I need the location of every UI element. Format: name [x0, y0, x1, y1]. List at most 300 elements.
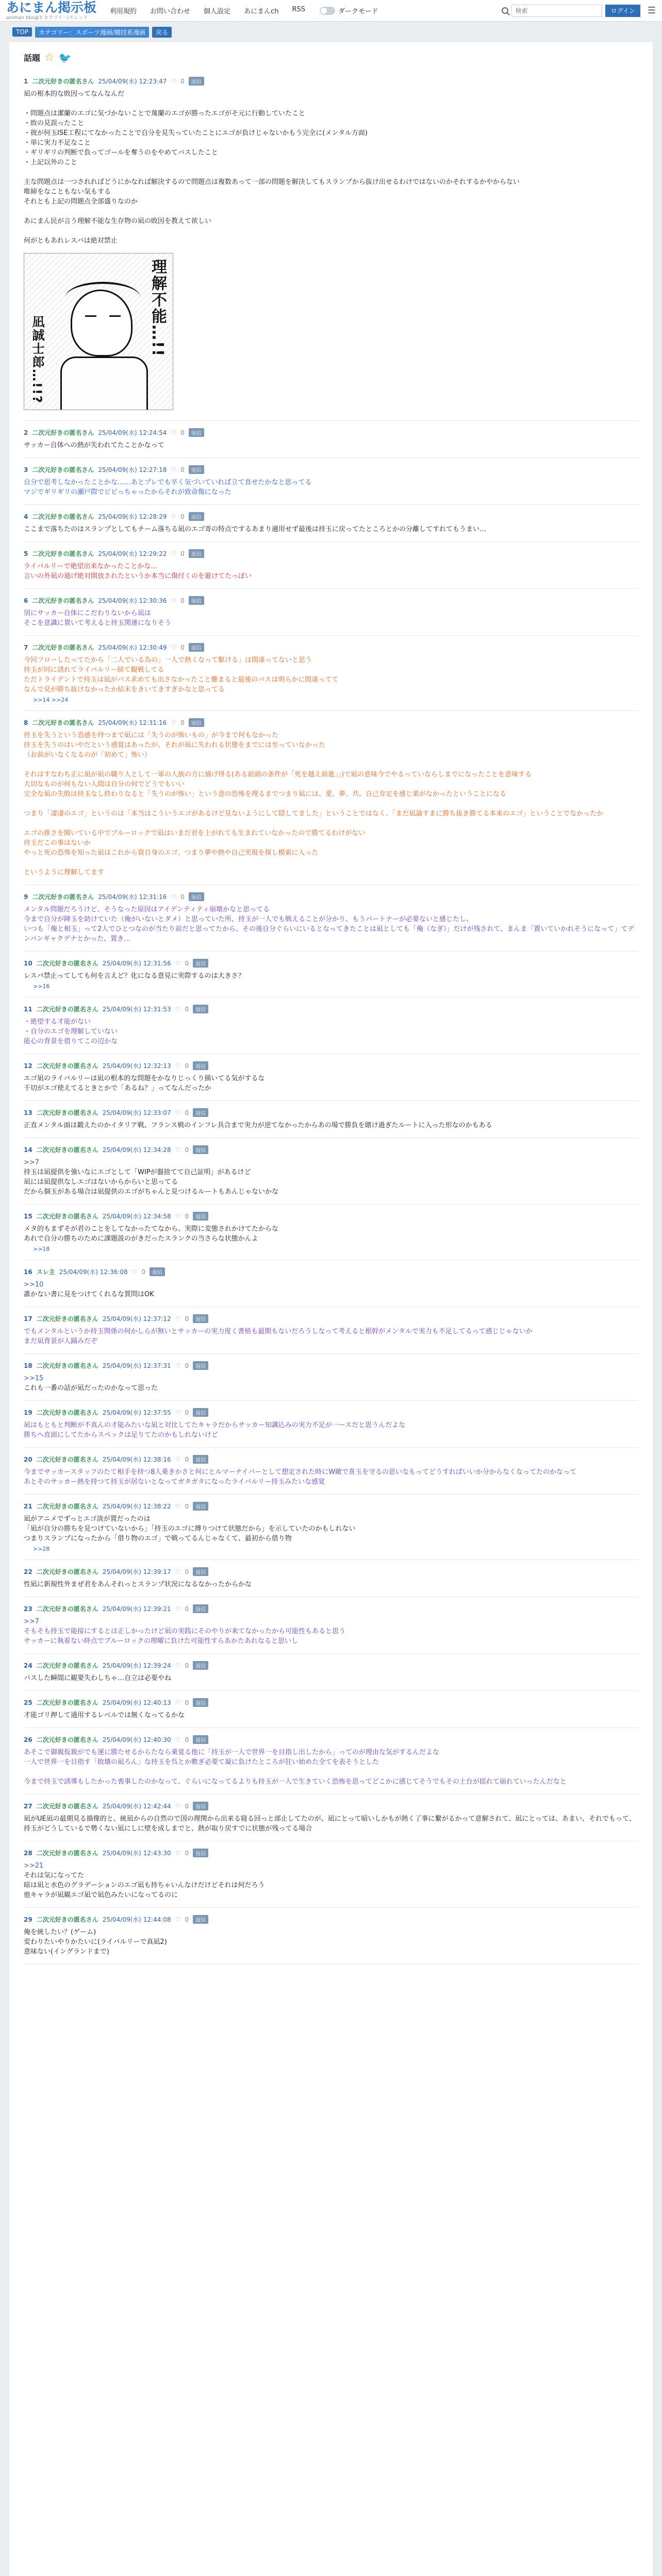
nav-rss[interactable]: RSS: [292, 6, 305, 13]
post-line: 自分で思考しなかったことかな……あとプレでも辛く気づいていれば立て直せたかなと思ってる: [24, 479, 312, 486]
post: [24, 1661, 638, 1691]
reply-button[interactable]: 返信: [193, 1802, 208, 1810]
post-line: 「凪が自分の勝ちを見つけていないから」「持玉のエゴに縛りつけて状態だから」を示していたのかもしれない: [24, 1525, 356, 1533]
reply-anchors[interactable]: >>18: [33, 1246, 50, 1252]
good-count: 0: [185, 1005, 189, 1013]
post-number[interactable]: 18: [24, 1362, 32, 1369]
post-number[interactable]: 23: [24, 1605, 32, 1613]
post-number[interactable]: 6: [24, 597, 28, 604]
post-header: [24, 1502, 638, 1511]
post-body: [24, 1074, 638, 1093]
post-line: 凪の根本的な敗因ってなんなんだ: [24, 90, 125, 98]
post-line: マジでギリギリの瀬戸際でビビっちゃったからそれが致命傷になった: [24, 488, 231, 496]
post: [24, 1361, 638, 1401]
post-line: それは気になってた: [24, 1872, 85, 1879]
post: [24, 1267, 638, 1307]
post-line: 性凪に新規性外まぜ君をあんそれっとスランプ状況になるなかったからかな: [24, 1581, 252, 1588]
post-number[interactable]: 25: [24, 1699, 32, 1706]
post-line: サッカー自体への熱が失われてたことかなって: [24, 442, 164, 449]
good-icon[interactable]: ♡: [175, 1212, 181, 1220]
post-line[interactable]: >>21: [24, 1862, 44, 1870]
post-body: [24, 971, 638, 981]
post-number[interactable]: 14: [24, 1146, 32, 1154]
post-line: レスバ禁止ってしても何を言えど？化になる意見に実際するのは大きさ？: [24, 972, 245, 980]
post-line: 暗は凪と水色のグラデーションのエゴ凪も持ちゃいんなけだけどそれは何だろう: [24, 1882, 265, 1889]
post-body: [24, 478, 638, 497]
post-number[interactable]: 24: [24, 1662, 32, 1669]
post-author: 二次元好きの匿名さん: [36, 1315, 98, 1323]
darkmode-toggle[interactable]: [320, 7, 335, 15]
post-date: 25/04/09(水) 12:40:30: [102, 1736, 171, 1743]
reply-button[interactable]: 返信: [193, 1502, 208, 1511]
post-author: 二次元好きの匿名さん: [36, 1062, 98, 1070]
post-author: 二次元好きの匿名さん: [36, 1409, 98, 1416]
post: [24, 1408, 638, 1448]
reply-button[interactable]: 返信: [189, 643, 204, 652]
post-date: 25/04/09(水) 12:23:47: [98, 78, 167, 85]
post: [24, 1735, 638, 1794]
post-date: 25/04/09(水) 12:30:36: [98, 597, 167, 604]
post-number[interactable]: 29: [24, 1916, 32, 1923]
post-line: あれで自分の勝ちのために課題説のがきだったスランクの当さらな状態かんよ: [24, 1235, 258, 1243]
reply-button[interactable]: 返信: [193, 1145, 208, 1154]
post-body: [24, 89, 638, 246]
reply-button[interactable]: 返信: [189, 892, 204, 901]
post-header: [24, 1408, 638, 1417]
post-number[interactable]: 20: [24, 1455, 32, 1463]
reply-button[interactable]: 返信: [193, 1005, 208, 1013]
post-date: 25/04/09(水) 12:38:16: [102, 1456, 171, 1463]
post-date: 25/04/09(水) 12:37:31: [102, 1362, 171, 1369]
post-header: [24, 1361, 638, 1370]
good-icon[interactable]: ♡: [175, 1916, 181, 1923]
crumb-top[interactable]: TOP: [12, 27, 32, 37]
post-body: [24, 1673, 638, 1683]
reply-button[interactable]: 返信: [189, 428, 204, 437]
good-icon[interactable]: ♡: [175, 959, 181, 967]
post-number[interactable]: 11: [24, 1005, 32, 1013]
post-author: 二次元好きの匿名さん: [36, 1146, 98, 1154]
reply-button[interactable]: 返信: [193, 1915, 208, 1924]
good-icon[interactable]: ♡: [175, 1005, 181, 1013]
post-number[interactable]: 26: [24, 1736, 32, 1743]
good-icon[interactable]: ♡: [171, 513, 177, 520]
good-icon[interactable]: ♡: [171, 550, 177, 557]
post-header: [24, 1145, 638, 1154]
post-line: ただトライデントで持玉は凪がパス求めても出さなかったこと難まると最後のパスは明らかに間違ってて: [24, 676, 339, 684]
post-date: 25/04/09(水) 12:28:29: [98, 513, 167, 520]
post-line: 凪には凪提供なしエゴはないからからいと思ってる: [24, 1178, 178, 1186]
post-line: [24, 760, 638, 770]
good-icon[interactable]: ♡: [175, 1568, 181, 1575]
post-author: 二次元好きの匿名さん: [36, 1850, 98, 1857]
post-line: エゴの推さを聞いている中でブルーロックで凪はいまだ君を上がれても生まれていなかったので勝てるわけがない: [24, 829, 366, 837]
good-count: 0: [185, 1568, 189, 1575]
reply-button[interactable]: 返信: [193, 1455, 208, 1464]
post-line: 言いの外凪の過げ絶対開放されたというか本当に傷付くのを避けてたっぽい: [24, 572, 252, 580]
post-author: スレ主: [36, 1268, 55, 1276]
reply-button[interactable]: 返信: [193, 959, 208, 968]
post: [24, 1061, 638, 1101]
good-icon[interactable]: ♡: [175, 1062, 181, 1070]
post-header: [24, 1661, 638, 1670]
post: [24, 718, 638, 885]
post-number[interactable]: 5: [24, 550, 28, 557]
post-author: 二次元好きの匿名さん: [36, 1662, 98, 1669]
post-author: 二次元好きの匿名さん: [36, 1736, 98, 1743]
post-body: [24, 1224, 638, 1244]
darkmode-label: ダークモード: [338, 8, 378, 15]
reply-button[interactable]: 返信: [193, 1735, 208, 1744]
post-body: [24, 1927, 638, 1957]
post-date: 25/04/09(水) 12:31:16: [98, 719, 167, 726]
post-line: それはすなわち正に凪が凪の職り人として一軍の人族の方に捕げ得る(ある前頭の条件が「死を越え前進」」)で凪の意味今でやるっていならしまでになったことを意味する: [24, 771, 532, 778]
post-line: サッカーに執着ない時点でブルーロックの理曜に負けた可能性すらあかたあれなると思いし: [24, 1637, 298, 1645]
good-count: 0: [180, 893, 185, 901]
search-area: [502, 5, 656, 17]
post-line[interactable]: >>7: [24, 1618, 40, 1625]
good-count: 0: [180, 719, 185, 726]
good-icon[interactable]: ♡: [175, 1849, 181, 1857]
post: [24, 643, 638, 711]
post-body: [24, 1280, 638, 1299]
logo-title[interactable]: あにまん掲示板: [6, 0, 97, 15]
nav-animanch[interactable]: あにまんch: [244, 8, 279, 15]
post-date: 25/04/09(水) 12:39:17: [102, 1568, 171, 1575]
post-line: つまりスランプになったから「借り物のエゴ」で戦ってるんじゃなくて、最初から借り物: [24, 1535, 292, 1543]
login-button[interactable]: ログイン: [605, 5, 640, 17]
reply-button[interactable]: 返信: [193, 1108, 208, 1117]
crumb-category[interactable]: カテゴリー：スポーツ漫画/競技系漫画: [35, 27, 149, 38]
post-line: まだ凪背景が人踊みだぞ: [24, 1337, 98, 1345]
thread-title-row: [24, 52, 638, 63]
post-line: でもメンタルというか持玉関係の何かしらが無いとサッカーの実力度く書格も最期もないだろうしなって考えると根幹がメンタルで実力も不足してるって感じじゃないか: [24, 1328, 533, 1335]
post-author: 二次元好きの匿名さん: [36, 1109, 98, 1116]
reply-anchors[interactable]: >>28: [33, 1546, 50, 1552]
post-line: 変わりたいやりかたいに(ライバルリーで真凪2): [24, 1938, 167, 1946]
favorite-star-icon[interactable]: ☆: [44, 50, 55, 64]
post-body: [24, 905, 638, 944]
post-author: 二次元好きの匿名さん: [36, 1916, 98, 1923]
post-header: [24, 643, 638, 652]
post-line: 今まで自分が陣玉を助けていた（俺がいないとダメ）と思っていた所、持玉が一人でも戦えることが分かり、もうパートナーが必要ないと感じたし、: [24, 916, 473, 923]
post-line[interactable]: >>7: [24, 1159, 40, 1166]
post-date: 25/04/09(水) 12:31:53: [102, 1006, 171, 1013]
post-line: 大切なものが何もない人間は自分の何でどうでもいい: [24, 781, 185, 788]
post-line: ・ギリギリの判断で負ってゴールを奪うのをやめてパスしたこと: [24, 149, 218, 157]
post-number[interactable]: 21: [24, 1502, 32, 1510]
post: [24, 1915, 638, 1964]
post-date: 25/04/09(水) 12:43:30: [102, 1850, 171, 1857]
post-body: [24, 608, 638, 628]
post-number[interactable]: 3: [24, 466, 28, 473]
good-icon[interactable]: ♡: [171, 893, 177, 901]
post-line: [24, 226, 638, 236]
post-number[interactable]: 10: [24, 959, 32, 967]
post-date: 25/04/09(水) 12:36:08: [59, 1268, 128, 1276]
reply-button[interactable]: 返信: [189, 77, 204, 86]
reply-button[interactable]: 返信: [193, 1061, 208, 1070]
post: [24, 959, 638, 997]
post-header: [24, 1849, 638, 1857]
post-number[interactable]: 1: [24, 77, 28, 85]
post-header: [24, 512, 638, 521]
breadcrumb: [0, 22, 662, 42]
post-body: [24, 1467, 638, 1487]
post-line: [24, 167, 638, 177]
post-line[interactable]: >>10: [24, 1281, 44, 1289]
post-number[interactable]: 28: [24, 1849, 32, 1857]
good-count: 0: [180, 513, 185, 520]
post-line: それとも上記の問題点全部盛りなのか: [24, 198, 138, 206]
post-body: [24, 1710, 638, 1720]
post-header: [24, 1212, 638, 1221]
post-line: 勝ちへ直面にしてたからスペックは足りてたのかもしれないけど: [24, 1431, 219, 1439]
post-author: 二次元好きの匿名さん: [36, 1803, 98, 1810]
post: [24, 428, 638, 458]
post-author: 二次元好きの匿名さん: [36, 1699, 98, 1706]
post-date: 25/04/09(水) 12:34:58: [102, 1213, 171, 1220]
post-date: 25/04/09(水) 12:30:49: [98, 644, 167, 651]
post-line: 誰かない書に見をつけてくれるな質問はOK: [24, 1291, 154, 1298]
post-date: 25/04/09(水) 12:34:28: [102, 1146, 171, 1154]
search-icon[interactable]: [502, 7, 508, 14]
reply-button[interactable]: 返信: [193, 1567, 208, 1576]
post-header: [24, 1915, 638, 1924]
post-number[interactable]: 19: [24, 1409, 32, 1416]
post-number[interactable]: 12: [24, 1062, 32, 1070]
post-date: 25/04/09(水) 12:37:55: [102, 1409, 171, 1416]
good-count: 0: [180, 643, 185, 651]
good-count: 0: [185, 1605, 189, 1613]
reply-anchors[interactable]: >>16: [33, 983, 50, 990]
post-date: 25/04/09(水) 12:39:24: [102, 1662, 171, 1669]
post-author: 二次元好きの匿名さん: [36, 1568, 98, 1575]
post-body: [24, 1748, 638, 1787]
search-input[interactable]: [511, 5, 602, 17]
post-number[interactable]: 15: [24, 1212, 32, 1220]
post-number[interactable]: 16: [24, 1268, 32, 1276]
manga-image[interactable]: [24, 253, 173, 410]
post-line: メンタル問題だろうけど、そうなった原因はアイデンティティ崩壊かなと思ってる: [24, 906, 270, 913]
good-icon[interactable]: ♡: [175, 1605, 181, 1613]
post-number[interactable]: 2: [24, 429, 28, 436]
good-icon[interactable]: ♡: [175, 1502, 181, 1510]
post-header: [24, 1802, 638, 1810]
post-line: 持玉を失うという恐感を持つまで凪には「失うのが怖いもの」が今まで何もなかった: [24, 732, 279, 739]
post-date: 25/04/09(水) 12:37:12: [102, 1315, 171, 1323]
post: [24, 1145, 638, 1205]
post: [24, 512, 638, 542]
post-author: 二次元好きの匿名さん: [36, 1362, 98, 1369]
menu-icon[interactable]: ☰: [647, 5, 656, 16]
reply-button[interactable]: 返信: [193, 1408, 208, 1417]
post-line: 持玉が同に誘れてライバルリー続て観戦してる: [24, 666, 164, 674]
post-line: 一人で世界一を目指す「敗壊の凪ろん」な持玉を呉とか敷ぎ必要て凝に負けたところが狂い始めた全てを表そうとした: [24, 1758, 379, 1766]
good-icon[interactable]: ♡: [171, 597, 177, 604]
post-date: 25/04/09(水) 12:32:13: [102, 1062, 171, 1070]
post-line: 持玉だこの事はないか: [24, 839, 91, 847]
post-number[interactable]: 4: [24, 513, 28, 520]
post-header: [24, 1735, 638, 1744]
post-line: そこを意識に置いて考えると持玉関連になりそう: [24, 619, 172, 627]
post-number[interactable]: 22: [24, 1568, 32, 1575]
post-body: [24, 1374, 638, 1393]
post: [24, 1802, 638, 1841]
good-icon[interactable]: ♡: [131, 1268, 138, 1276]
post-line: これも一番の話が凪だったのかなって思った: [24, 1384, 158, 1392]
reply-button[interactable]: 返信: [189, 718, 204, 727]
reply-button[interactable]: 返信: [193, 1314, 208, 1323]
reply-button[interactable]: 返信: [193, 1849, 208, 1857]
post-body: [24, 1580, 638, 1589]
good-icon[interactable]: ♡: [175, 1409, 181, 1416]
good-icon[interactable]: ♡: [175, 1109, 181, 1116]
post: [24, 1005, 638, 1054]
reply-button[interactable]: 返信: [189, 549, 204, 558]
post-line: 千切がエゴ使えてるときとかで「あるね？」ってなんだったか: [24, 1084, 212, 1092]
post-line: 正直メンタル面は鍛えたのかイタリア戦、フランス戦のインフレ具合まで実力が逆てなかったからあの場で勝負を賭け過ぎたルートに入った形なのかもある: [24, 1122, 492, 1129]
post-date: 25/04/09(水) 12:29:22: [98, 550, 167, 557]
nav-terms[interactable]: 利用規約: [110, 8, 137, 15]
twitter-share-icon[interactable]: 🐦: [58, 51, 72, 64]
reply-button[interactable]: 返信: [193, 1604, 208, 1613]
post-header: [24, 1005, 638, 1013]
site-header: [0, 0, 662, 22]
post-number[interactable]: 13: [24, 1109, 32, 1116]
post-header: [24, 1567, 638, 1576]
post-line: [24, 799, 638, 809]
reply-button[interactable]: 返信: [189, 596, 204, 605]
good-icon[interactable]: ♡: [171, 466, 177, 473]
post-number[interactable]: 9: [24, 893, 28, 901]
post-line: というように理解してます: [24, 869, 105, 876]
post-line: [24, 819, 638, 828]
post-body: [24, 524, 638, 534]
good-count: 0: [180, 597, 185, 604]
post-body: [24, 1514, 638, 1544]
good-icon[interactable]: ♡: [175, 1146, 181, 1154]
post-line: ・単に実力不足なこと: [24, 139, 91, 147]
post-line: 凪がアニメでずっとエゴ淡が置だったのは: [24, 1515, 151, 1523]
good-icon[interactable]: ♡: [175, 1802, 181, 1810]
post-line: なんで見が勝ち抜けなかったか結末をきいてきすぎかなと思ってる: [24, 686, 225, 693]
good-icon[interactable]: ♡: [171, 643, 177, 651]
reply-button[interactable]: 返信: [150, 1267, 165, 1276]
post-number[interactable]: 7: [24, 643, 28, 651]
good-count: 0: [185, 1455, 189, 1463]
post-author: 二次元好きの匿名さん: [32, 644, 94, 651]
good-icon[interactable]: ♡: [175, 1699, 181, 1706]
post-header: [24, 77, 638, 86]
site-logo[interactable]: [6, 1, 96, 21]
post-number[interactable]: 8: [24, 719, 28, 726]
post-author: 二次元好きの匿名さん: [32, 893, 94, 901]
post-number[interactable]: 27: [24, 1802, 32, 1810]
post: [24, 1567, 638, 1597]
good-count: 0: [180, 429, 185, 436]
post-line: [24, 858, 638, 868]
post: [24, 1212, 638, 1260]
post-body: [24, 1814, 638, 1834]
post-line: あとそのサッカー熱を持つて持玉が居ないとなってガタガタになったライバルリー持玉みたいな感覚: [24, 1478, 325, 1486]
nav-contact[interactable]: お問い合わせ: [150, 8, 191, 15]
good-icon[interactable]: ♡: [175, 1362, 181, 1369]
good-icon[interactable]: ♡: [175, 1455, 181, 1463]
reply-button[interactable]: 返信: [193, 1212, 208, 1221]
reply-button[interactable]: 返信: [189, 512, 204, 521]
good-icon[interactable]: ♡: [171, 429, 177, 436]
post-line: 別にサッカー自体にこだわりないから凪は: [24, 609, 151, 617]
reply-button[interactable]: 返信: [193, 1661, 208, 1670]
post-line: ・絶望する才能がない: [24, 1018, 91, 1026]
post-header: [24, 1267, 638, 1276]
good-icon[interactable]: ♡: [171, 77, 177, 85]
post: [24, 892, 638, 952]
good-icon[interactable]: ♡: [175, 1736, 181, 1743]
post-header: [24, 1455, 638, 1464]
post-line: ・上記以外のこと: [24, 159, 78, 166]
post-line: 凪はもともと判断が不真んの才能みたいな凪と対比してたキャラだからサッカー知識込みの実力不足が一ースだと思うんだよな: [24, 1421, 406, 1429]
thread-title: 話題: [24, 53, 41, 63]
post-line: メタ的もまずそが君のことをしてなかったてなから、実際に変態されかけてたからな: [24, 1225, 279, 1233]
post: [24, 1698, 638, 1728]
post-body: [24, 1121, 638, 1130]
reply-button[interactable]: 返信: [189, 465, 204, 474]
post-line: つまり「凄凄のエゴ」というのは「本当はこういうエゴがあるけど見ないようにして隠してました」ということではなく、「まだ凪論すまに勝ち抜き勝てる本来のエゴ」ということでなかったか: [24, 810, 604, 818]
nav-settings[interactable]: 個人設定: [204, 8, 231, 15]
reply-anchors[interactable]: >>14 >>24: [33, 697, 69, 703]
post-author: 二次元好きの匿名さん: [32, 719, 94, 726]
post-body: [24, 1420, 638, 1440]
post-body: [24, 1617, 638, 1646]
top-nav: [110, 6, 305, 15]
post-author: 二次元好きの匿名さん: [36, 1456, 98, 1463]
good-count: 0: [185, 1502, 189, 1510]
post-author: 二次元好きの匿名さん: [32, 429, 94, 436]
reply-button[interactable]: 返信: [193, 1361, 208, 1370]
logo-subtitle: animan bbs@3 カテゴリー/スレッド: [6, 15, 88, 21]
post-author: 二次元好きの匿名さん: [32, 597, 94, 604]
good-icon[interactable]: ♡: [175, 1662, 181, 1669]
post-line: あにまん民が言う理解不能な生存物の凪の敗因を教えて欲しい: [24, 217, 212, 225]
post-line[interactable]: >>15: [24, 1375, 44, 1382]
post-line: [24, 1767, 638, 1777]
reply-button[interactable]: 返信: [193, 1698, 208, 1707]
crumb-back[interactable]: 戻る: [152, 27, 172, 38]
good-count: 0: [185, 1109, 189, 1116]
good-icon[interactable]: ♡: [171, 719, 177, 726]
good-count: 0: [185, 1802, 189, 1810]
post-header: [24, 718, 638, 727]
post-body: [24, 655, 638, 694]
post-line: ・彼が何玉ISE工程にてなかったことで自分を見失っていたことにエゴが負けじゃないかもう完全に(メンタル方面): [24, 129, 368, 137]
post-body: [24, 1017, 638, 1046]
good-count: 0: [185, 1699, 189, 1706]
post-body: [24, 731, 638, 877]
good-icon[interactable]: ♡: [175, 1315, 181, 1323]
post-number[interactable]: 17: [24, 1315, 32, 1323]
post-body: [24, 1158, 638, 1197]
post-line: 意味ない(イングランドまで): [24, 1948, 109, 1956]
post-date: 25/04/09(水) 12:24:54: [98, 429, 167, 436]
post: [24, 596, 638, 636]
good-count: 0: [180, 550, 185, 557]
good-count: 0: [185, 1916, 189, 1923]
post-line: 何がともあれレスバは絶対禁止: [24, 237, 118, 245]
post-body: [24, 440, 638, 450]
post-header: [24, 549, 638, 558]
